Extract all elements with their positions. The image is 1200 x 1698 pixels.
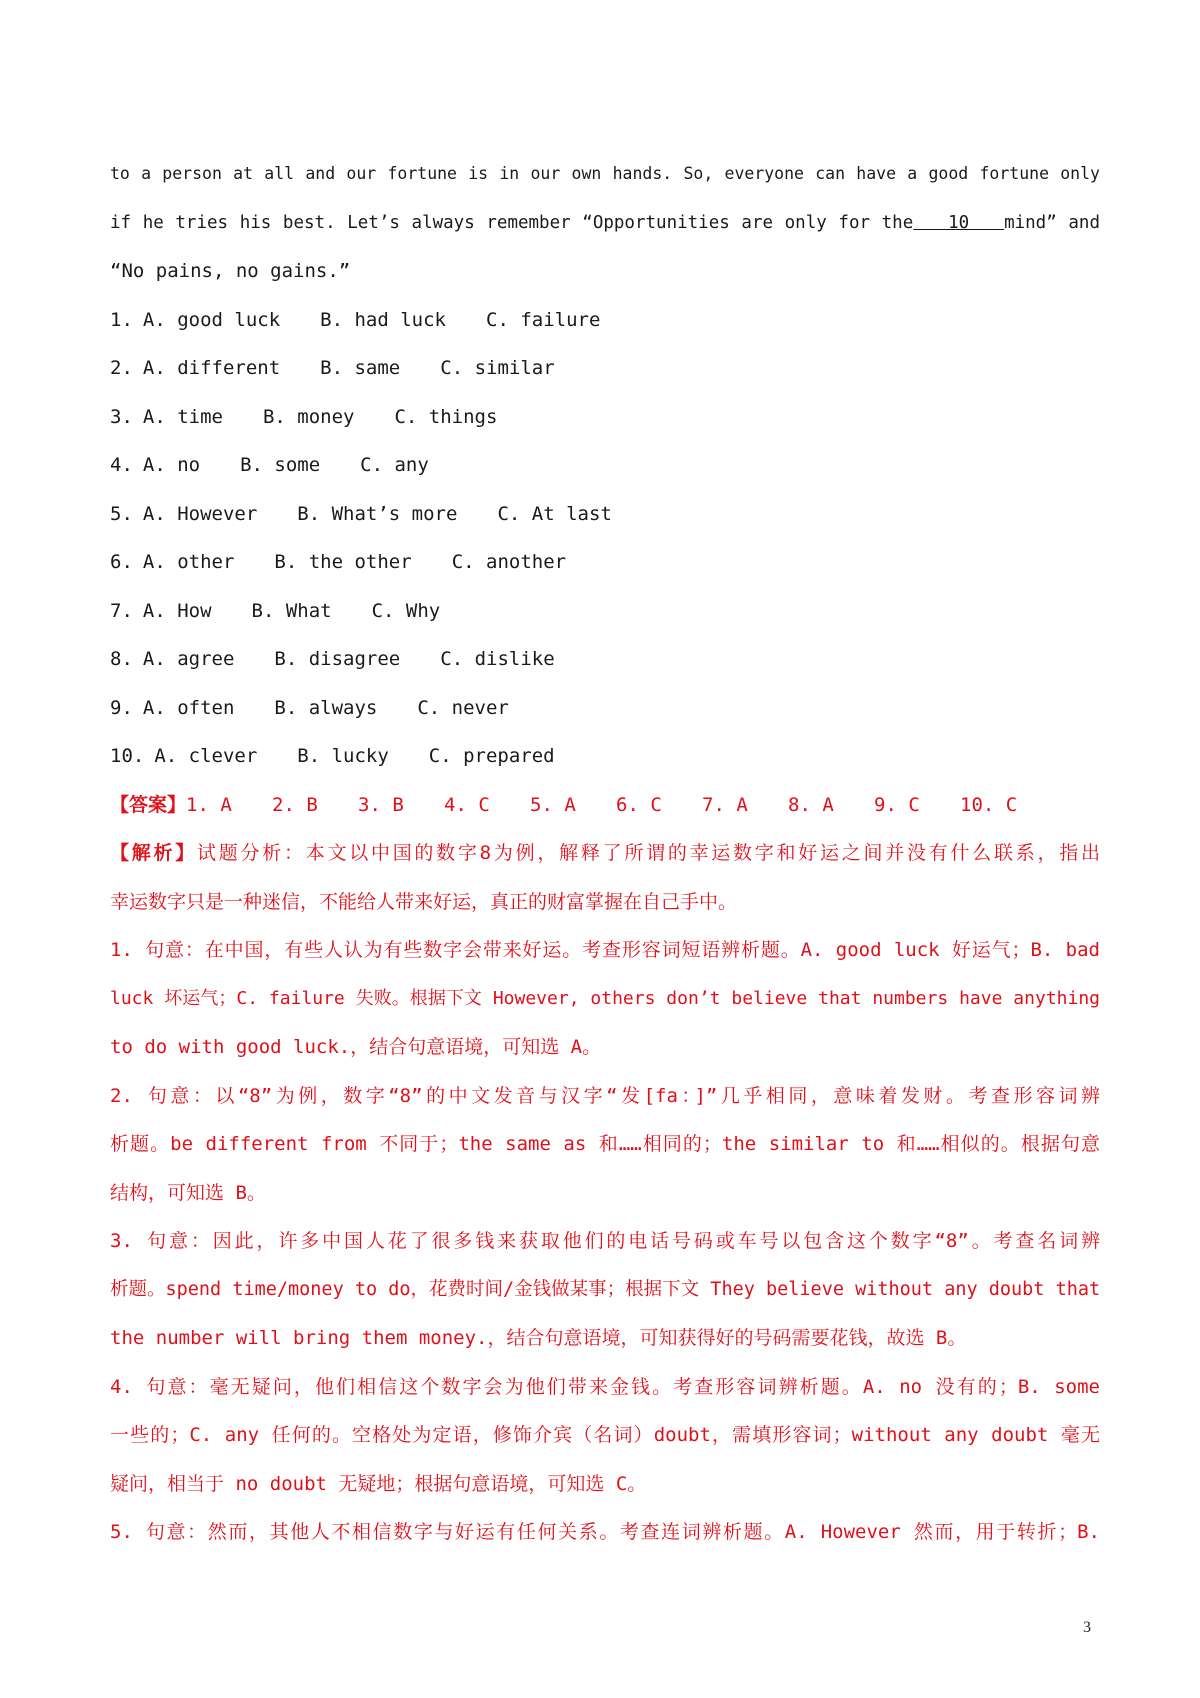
option-b: B. What: [251, 599, 332, 622]
analysis-text: 1. 句意：在中国，有些人认为有些数字会带来好运。考查形容词短语辨析题。A. good luck 好运气；B. bad: [110, 939, 1100, 961]
option-c: C. similar: [440, 357, 555, 379]
answer-item: 5. A: [530, 793, 576, 816]
answer-item: 8. A: [788, 793, 834, 816]
analysis-line: [110, 829, 1100, 878]
option-c: C. dislike: [440, 648, 555, 670]
option-a: A. different: [142, 357, 281, 379]
option-c: C. any: [360, 454, 429, 476]
analysis-text: 5. 句意：然而，其他人不相信数字与好运有任何关系。考查连词辨析题。A. However 然而，用于转折；B.: [110, 1521, 1100, 1543]
question-item: [110, 344, 1100, 393]
analysis-line: [110, 926, 1100, 975]
question-item: [110, 635, 1100, 684]
analysis-text: 析题。spend time/money to do，花费时间/金钱做某事；根据下文 They believe without any doubt that: [110, 1278, 1100, 1300]
analysis-text: 析题。be different from 不同于；the same as 和……相同的；the similar to 和……相似的。根据句意: [110, 1133, 1100, 1155]
analysis-line: [110, 878, 1100, 927]
question-number: 7.: [110, 599, 133, 622]
analysis-text: 4. 句意：毫无疑问，他们相信这个数字会为他们带来金钱。考查形容词辨析题。A. no 没有的；B. some: [110, 1375, 1100, 1398]
passage-line-1: to a person at all and our fortune is in our own hands. So, everyone can have a good fortune only: [110, 164, 1100, 183]
question-number: 8.: [110, 648, 133, 670]
page-content: [110, 150, 1100, 1557]
answer-line: [110, 781, 1100, 830]
analysis-text: the number will bring them money.，结合句意语境，可知获得好的号码需要花钱，故选 B。: [110, 1327, 967, 1349]
analysis-line: [110, 1363, 1100, 1412]
option-a: A. time: [142, 405, 223, 428]
answer-item: 3. B: [358, 793, 404, 816]
question-number: 2.: [110, 357, 133, 379]
answer-label: 【答案】: [110, 793, 187, 816]
option-b: B. money: [262, 405, 355, 428]
question-item: [110, 296, 1100, 345]
question-number: 6.: [110, 551, 133, 573]
question-number: 1.: [110, 308, 133, 331]
question-item: [110, 393, 1100, 442]
analysis-line: [110, 1411, 1100, 1460]
question-number: 3.: [110, 405, 133, 428]
question-item: [110, 441, 1100, 490]
option-c: C. another: [451, 551, 567, 573]
analysis-text: 幸运数字只是一种迷信，不能给人带来好运，真正的财富掌握在自己手中。: [110, 890, 738, 913]
answer-item: 9. C: [874, 793, 920, 816]
passage-line-2-start: if he tries his best. Let’s always remember “Opportunities are only for the: [110, 212, 914, 233]
analysis-line: [110, 1023, 1100, 1072]
analysis-text: 一些的；C. any 任何的。空格处为定语，修饰介宾（名词）doubt，需填形容词；without any doubt 毫无: [110, 1424, 1100, 1446]
analysis-line: [110, 1508, 1100, 1557]
blank-10: 10: [913, 212, 1005, 233]
option-c: C. failure: [486, 308, 601, 331]
option-c: C. things: [394, 405, 498, 428]
option-b: B. lucky: [297, 745, 389, 767]
option-a: A. no: [142, 454, 201, 476]
page-number: 3: [1083, 1619, 1091, 1636]
option-b: B. some: [240, 454, 321, 476]
analysis-text: 试题分析：本文以中国的数字8为例，解释了所谓的幸运数字和好运之间并没有什么联系，指出: [196, 842, 1100, 864]
analysis-line: [110, 1460, 1100, 1509]
answer-items: [186, 794, 1046, 816]
answer-item: 2. B: [272, 793, 318, 816]
option-c: C. prepared: [428, 745, 555, 767]
option-a: A. However: [142, 502, 258, 525]
option-c: C. never: [417, 696, 509, 719]
answer-item: 4. C: [444, 793, 490, 816]
option-a: A. often: [142, 696, 235, 719]
question-number: 10.: [110, 745, 145, 767]
option-b: B. had luck: [320, 308, 447, 331]
option-b: B. the other: [274, 551, 412, 573]
analysis-line: [110, 975, 1100, 1024]
option-a: A. other: [142, 551, 235, 573]
option-a: A. clever: [154, 745, 258, 767]
option-b: B. same: [320, 357, 401, 379]
analysis-section: [110, 829, 1100, 1557]
option-b: B. What’s more: [297, 502, 458, 525]
question-item: [110, 587, 1100, 636]
option-b: B. always: [274, 696, 378, 719]
option-c: C. At last: [497, 502, 612, 525]
passage-line-2-end: mind” and: [1004, 212, 1100, 233]
analysis-text: luck 坏运气；C. failure 失败。根据下文 However, others don’t believe that numbers have anything: [110, 987, 1100, 1009]
analysis-text: to do with good luck.，结合句意语境，可知选 A。: [110, 1036, 602, 1058]
analysis-text: 结构，可知选 B。: [110, 1181, 266, 1204]
option-b: B. disagree: [274, 648, 401, 670]
question-item: [110, 538, 1100, 587]
question-list: [110, 296, 1100, 781]
option-a: A. good luck: [142, 308, 281, 331]
analysis-text: 2. 句意：以“8”为例，数字“8”的中文发音与汉字“发[fa：]”几乎相同，意味着发财。考查形容词辨: [110, 1084, 1100, 1107]
option-c: C. Why: [371, 599, 441, 622]
answer-item: 1. A: [186, 793, 232, 816]
question-number: 4.: [110, 454, 133, 476]
analysis-line: [110, 1120, 1100, 1169]
passage-line-2: [110, 199, 1100, 248]
question-item: [110, 732, 1100, 781]
question-number: 9.: [110, 696, 133, 719]
question-number: 5.: [110, 502, 133, 525]
analysis-line: [110, 1266, 1100, 1315]
analysis-text: 疑问，相当于 no doubt 无疑地；根据句意语境，可知选 C。: [110, 1472, 647, 1495]
analysis-line: [110, 1169, 1100, 1218]
answer-item: 7. A: [702, 793, 748, 816]
answer-item: 6. C: [616, 793, 662, 816]
analysis-line: [110, 1217, 1100, 1266]
analysis-line: [110, 1314, 1100, 1363]
passage-line-3: “No pains, no gains.”: [110, 260, 351, 282]
option-a: A. How: [142, 599, 212, 622]
analysis-label: 【解析】: [110, 842, 197, 864]
analysis-line: [110, 1072, 1100, 1121]
question-item: [110, 490, 1100, 539]
analysis-text: 3. 句意：因此，许多中国人花了很多钱来获取他们的电话号码或车号以包含这个数字“8”。考查名词辨: [110, 1230, 1100, 1252]
answer-item: 10. C: [960, 793, 1018, 816]
question-item: [110, 684, 1100, 733]
option-a: A. agree: [142, 648, 235, 670]
